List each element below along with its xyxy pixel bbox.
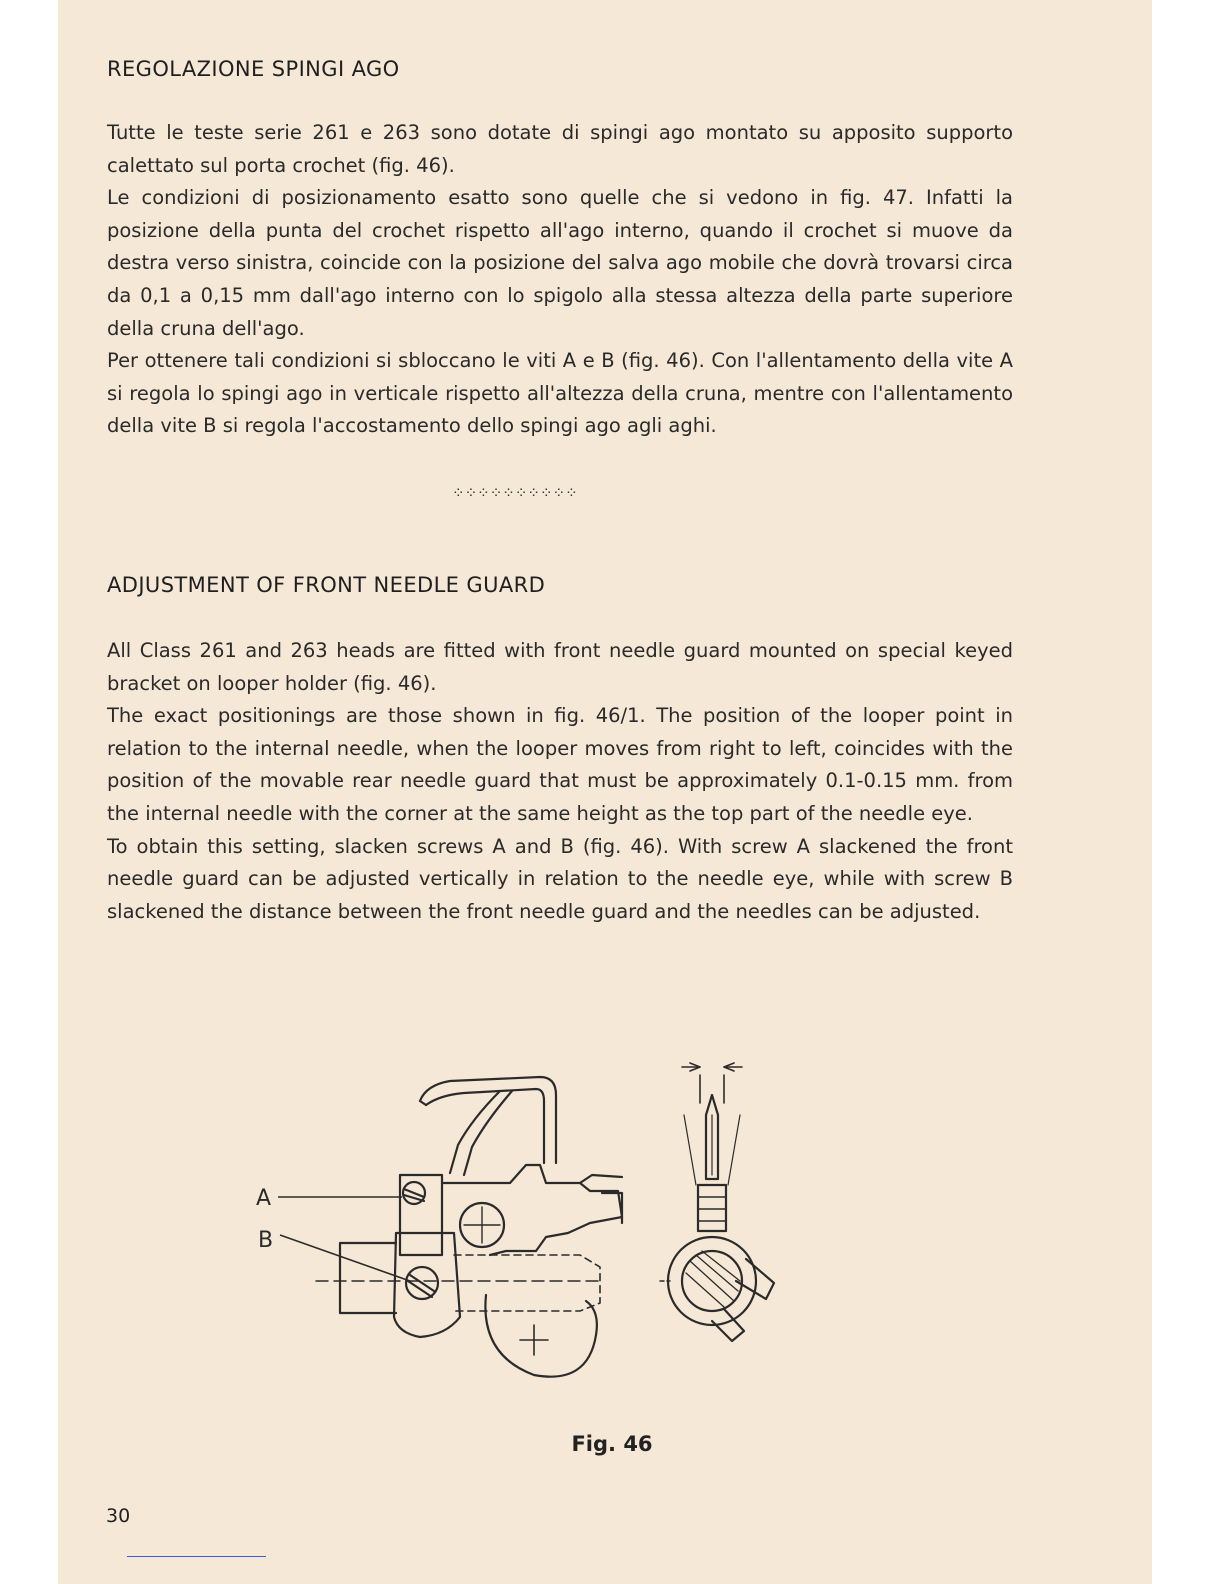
paragraph: All Class 261 and 263 heads are fitted with front needle guard mounted on special keyed bracket on looper holder (fig. 46). — [107, 639, 1013, 695]
section-separator: ⁘⁘⁘⁘⁘⁘⁘⁘⁘⁘ — [452, 484, 578, 502]
paragraph: Per ottenere tali condizioni si sbloccano le viti A e B (fig. 46). Con l'allentamento della vite A si regola lo spingi ago in verticale rispetto all'altezza della cruna, mentre con l'allentamento della vite B si regola l'accostamento dello spingi ago agli aghi. — [107, 349, 1013, 438]
needle-clamp — [698, 1185, 726, 1231]
paragraph: To obtain this setting, slacken screws A and B (fig. 46). With screw A slackened the front needle guard can be adjusted vertically in relation to the needle eye, while with screw B slackened the distance between the front needle guard and the needles can be adjusted. — [107, 834, 1013, 923]
label-a: A — [256, 1186, 272, 1211]
paragraph: The exact positionings are those shown in fig. 46/1. The position of the looper point in relation to the internal needle, when the looper moves from right to left, coincides with the position of the movable rear needle guard that must be approximately 0.1-0.15 mm. from the internal needle with the corner at the same height as the top part of the needle eye. — [107, 704, 1013, 825]
section-body-italian — [107, 117, 1013, 443]
label-b: B — [258, 1228, 274, 1253]
footer-rule — [127, 1556, 266, 1557]
figure-caption: Fig. 46 — [571, 1432, 653, 1456]
guard-stem — [450, 1091, 500, 1173]
drive-shaft — [340, 1243, 396, 1313]
section-title-english: ADJUSTMENT OF FRONT NEEDLE GUARD — [107, 573, 546, 597]
needle-guard-diagram — [250, 1055, 810, 1405]
bracket-block — [400, 1175, 442, 1255]
section-title-italian: REGOLAZIONE SPINGI AGO — [107, 57, 400, 81]
looper-hub — [485, 1295, 596, 1377]
section-body-english — [107, 635, 1013, 928]
page-number: 30 — [106, 1505, 131, 1527]
paragraph: Le condizioni di posizionamento esatto sono quelle che si vedono in fig. 47. Infatti la posizione della punta del crochet rispetto all'ago interno, quando il crochet si muove da destra verso sinistra, coincide con la posizione del salva ago mobile che dovrà trovarsi circa da 0,1 a 0,15 mm dall'ago interno con lo spigolo alla stessa altezza della parte superiore della cruna dell'ago. — [107, 186, 1013, 340]
lower-bracket — [394, 1233, 460, 1337]
paragraph: Tutte le teste serie 261 e 263 sono dotate di spingi ago montato su apposito supporto calettato sul porta crochet (fig. 46). — [107, 121, 1013, 177]
